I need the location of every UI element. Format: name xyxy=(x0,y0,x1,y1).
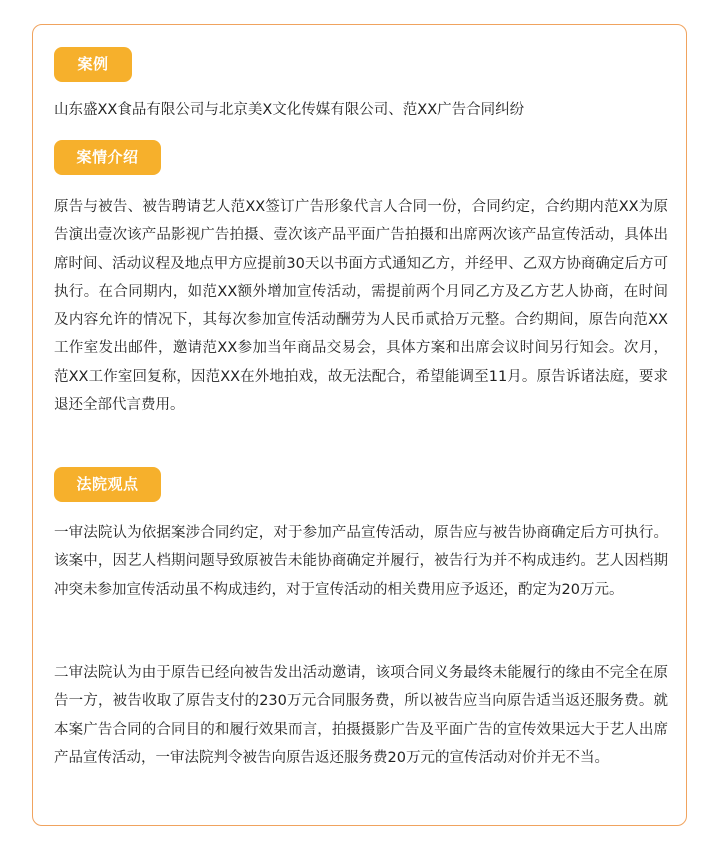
intro-badge: 案情介绍 xyxy=(54,140,161,175)
case-title: 山东盛XX食品有限公司与北京美X文化传媒有限公司、范XX广告合同纠纷 xyxy=(54,102,525,118)
case-card xyxy=(32,24,687,826)
court-opinion-badge: 法院观点 xyxy=(54,467,161,502)
first-instance-paragraph: 一审法院认为依据案涉合同约定，对于参加产品宣传活动，原告应与被告协商确定后方可执行。该案中，因艺人档期问题导致原被告未能协商确定并履行，被告行为并不构成违约。艺人因档期冲突未参加宣传活动虽不构成违约，对于宣传活动的相关费用应予返还，酌定为20万元。 xyxy=(54,525,668,598)
second-instance-paragraph: 二审法院认为由于原告已经向被告发出活动邀请，该项合同义务最终未能履行的缘由不完全在原告一方，被告收取了原告支付的230万元合同服务费，所以被告应当向原告适当返还服务费。就本案广告合同的合同目的和履行效果而言，拍摄摄影广告及平面广告的宣传效果远大于艺人出席产品宣传活动，一审法院判令被告向原告返还服务费20万元的宣传活动对价并无不当。 xyxy=(54,665,668,766)
intro-paragraph: 原告与被告、被告聘请艺人范XX签订广告形象代言人合同一份，合同约定，合约期内范XX为原告演出壹次该产品影视广告拍摄、壹次该产品平面广告拍摄和出席两次该产品宣传活动，具体出席时间、活动议程及地点甲方应提前30天以书面方式通知乙方，并经甲、乙双方协商确定后方可执行。在合同期内，如范XX额外增加宣传活动，需提前两个月同乙方及乙方艺人协商，在时间及内容允许的情况下，其每次参加宣传活动酬劳为人民币贰拾万元整。合约期间，原告向范XX工作室发出邮件，邀请范XX参加当年商品交易会，具体方案和出席会议时间另行知会。次月，范XX工作室回复称，因范XX在外地拍戏，故无法配合，希望能调至11月。原告诉诸法庭，要求退还全部代言费用。 xyxy=(54,199,668,414)
case-badge: 案例 xyxy=(54,47,132,82)
